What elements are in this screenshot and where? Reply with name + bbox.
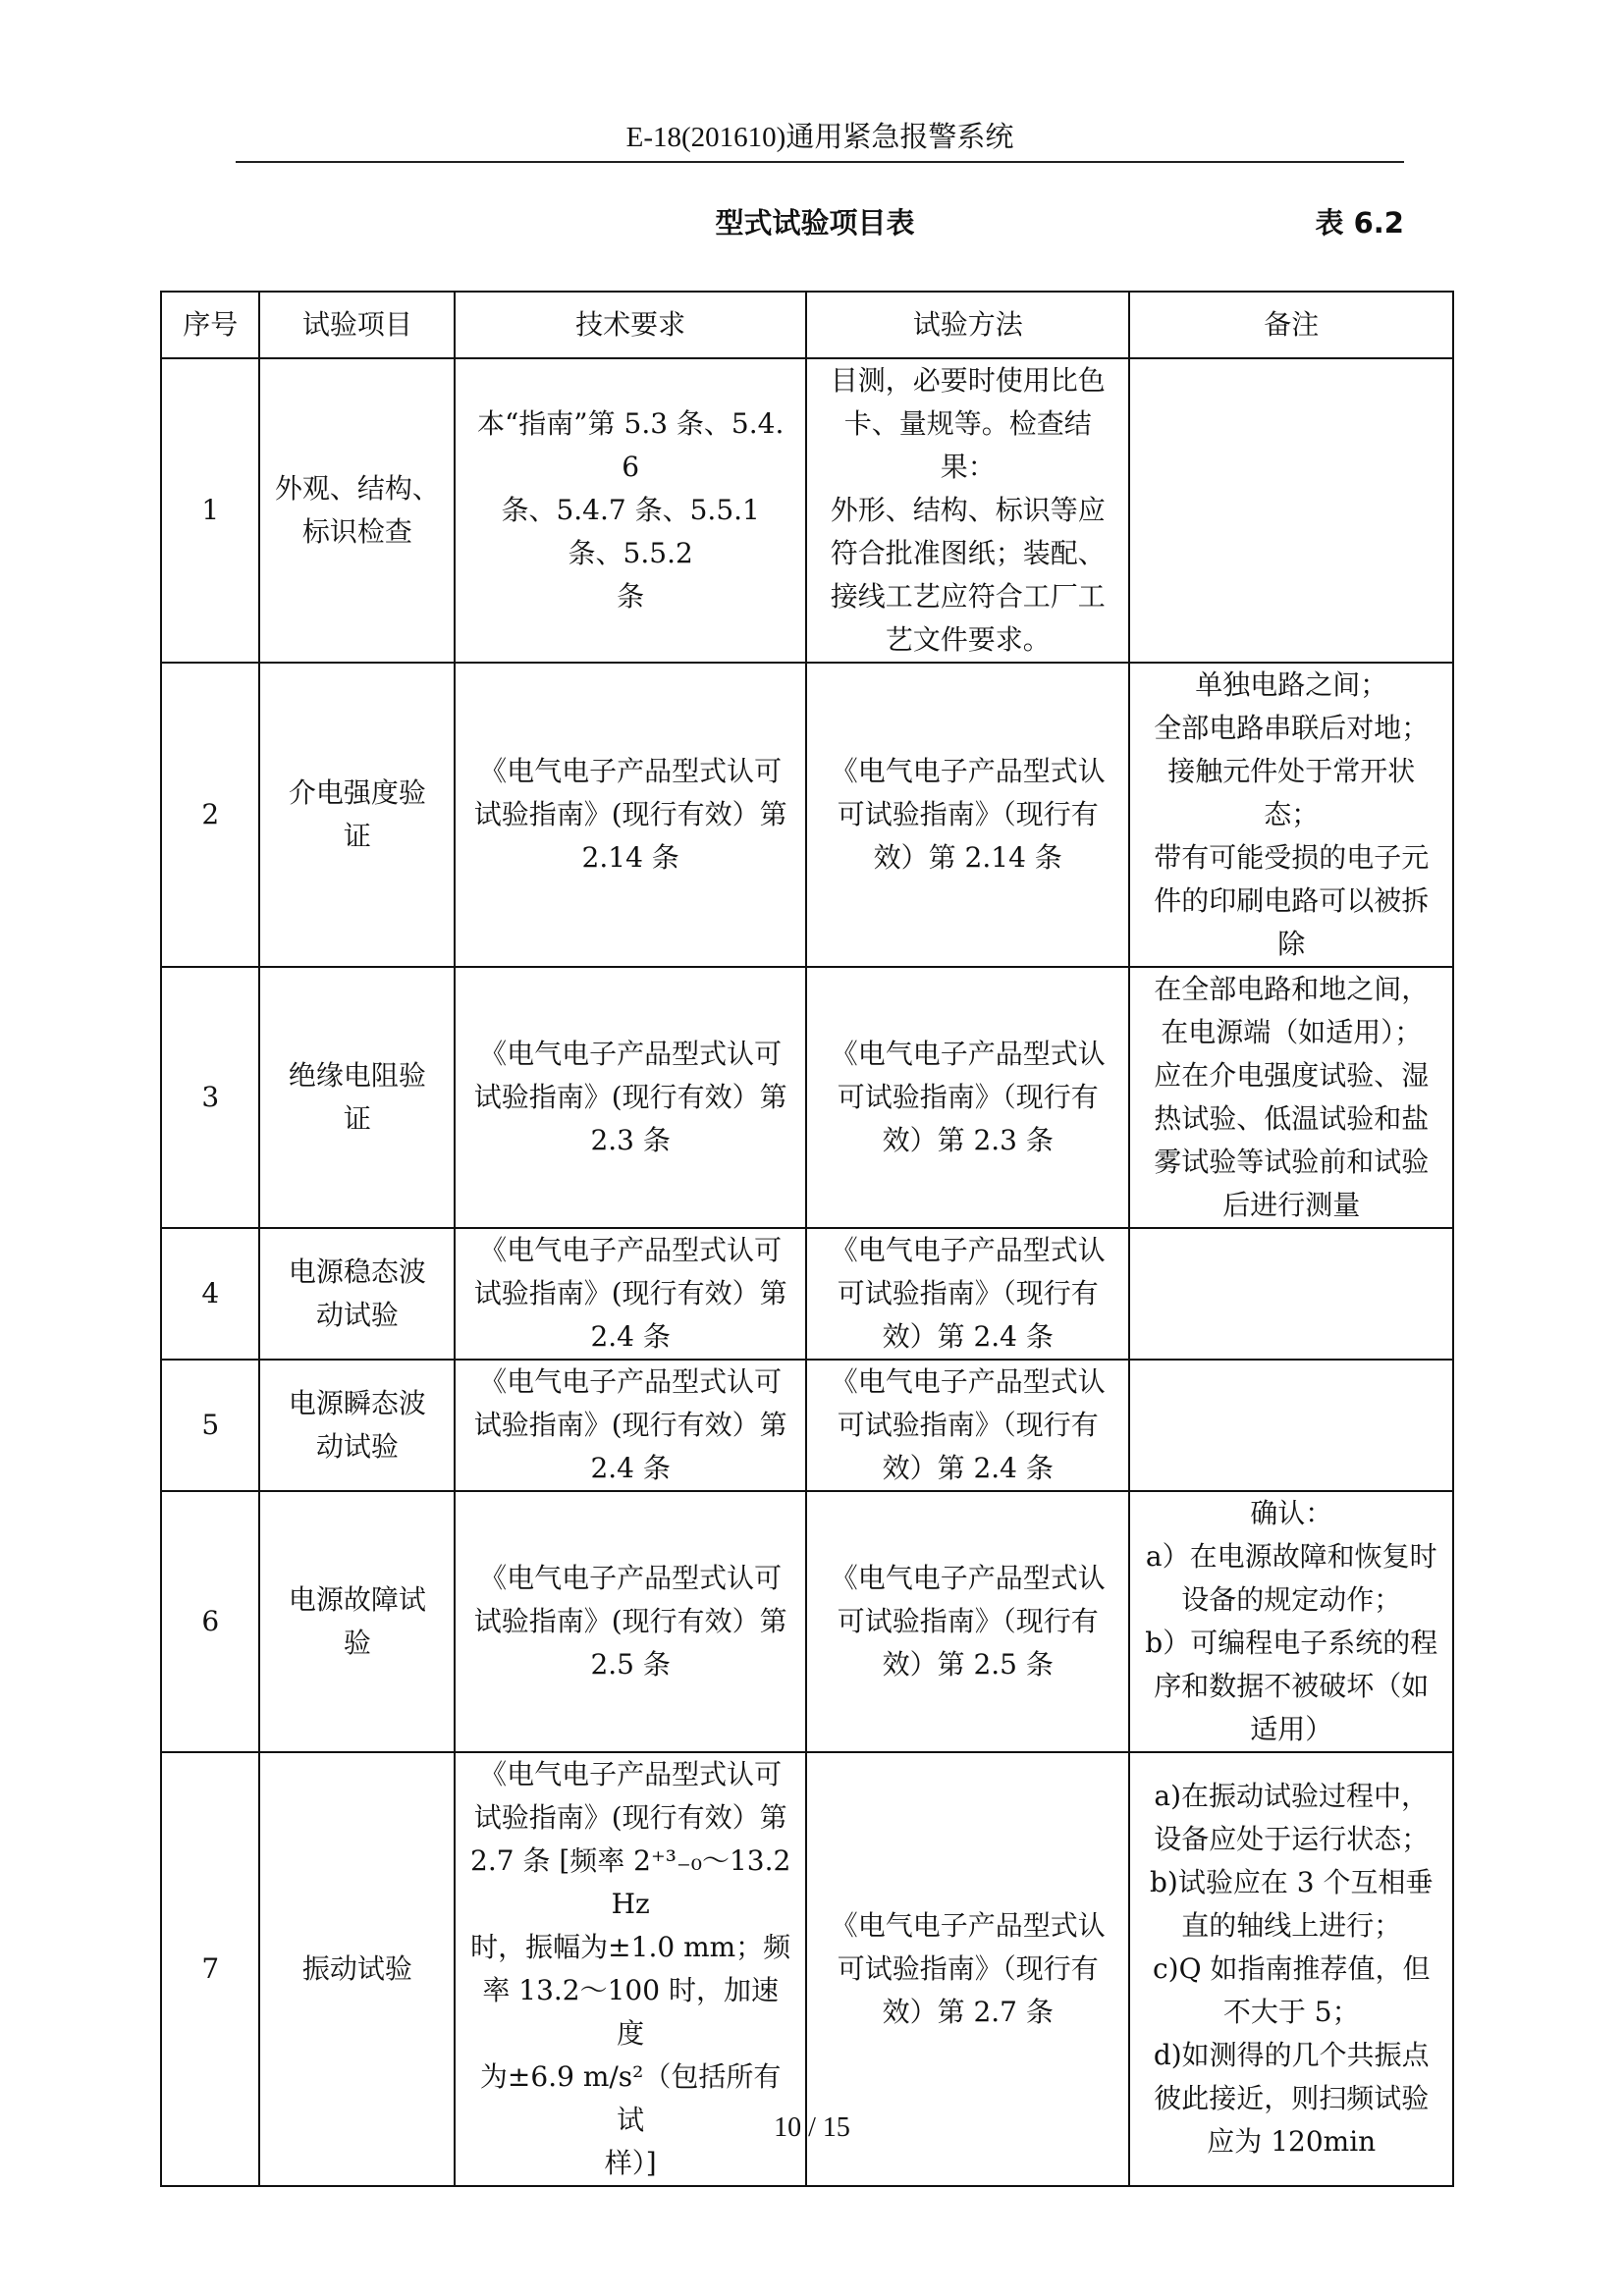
remarks: 单独电路之间； 全部电路串联后对地； 接触元件处于常开状 态； 带有可能受损的电子元 件的印刷电路可以被拆 除	[1129, 663, 1453, 967]
table-number: 表 6.2	[1315, 206, 1404, 240]
technical-requirement: 《电气电子产品型式认可 试验指南》(现行有效）第 2.14 条	[455, 663, 806, 967]
row-number: 4	[161, 1228, 259, 1360]
column-header-method: 试验方法	[806, 292, 1130, 358]
row-number: 3	[161, 967, 259, 1228]
remarks: a)在振动试验过程中， 设备应处于运行状态； b)试验应在 3 个互相垂 直的轴线上进行； c)Q 如指南推荐值，但 不大于 5； d)如测得的几个共振点 彼此接近，则扫频试验 应为 120min	[1129, 1752, 1453, 2186]
technical-requirement: 《电气电子产品型式认可 试验指南》(现行有效）第 2.7 条 [频率 2⁺³₋₀～13.2Hz 时，振幅为±1.0 mm；频 率 13.2～100 时，加速度 为±6.9 m/s²（包括所有试 样）]	[455, 1752, 806, 2186]
test-method: 《电气电子产品型式认 可试验指南》（现行有 效）第 2.3 条	[806, 967, 1130, 1228]
table-title: 型式试验项目表	[715, 206, 915, 240]
test-method: 《电气电子产品型式认 可试验指南》（现行有 效）第 2.4 条	[806, 1228, 1130, 1360]
test-item: 介电强度验 证	[259, 663, 455, 967]
column-header-note: 备注	[1129, 292, 1453, 358]
column-header-requirement: 技术要求	[455, 292, 806, 358]
row-number: 2	[161, 663, 259, 967]
technical-requirement: 《电气电子产品型式认可 试验指南》(现行有效）第 2.5 条	[455, 1491, 806, 1752]
column-header-item: 试验项目	[259, 292, 455, 358]
header-divider	[236, 161, 1404, 163]
test-item: 绝缘电阻验 证	[259, 967, 455, 1228]
remarks	[1129, 358, 1453, 663]
table-row	[161, 967, 1453, 1228]
technical-requirement: 本“指南”第 5.3 条、5.4.6 条、5.4.7 条、5.5.1 条、5.5.2 条	[455, 358, 806, 663]
remarks	[1129, 1228, 1453, 1360]
row-number: 5	[161, 1360, 259, 1491]
test-method: 《电气电子产品型式认 可试验指南》（现行有 效）第 2.4 条	[806, 1360, 1130, 1491]
table-row	[161, 1491, 1453, 1752]
test-method: 目测，必要时使用比色 卡、量规等。检查结果： 外形、结构、标识等应 符合批准图纸；装配、 接线工艺应符合工厂工 艺文件要求。	[806, 358, 1130, 663]
test-method: 《电气电子产品型式认 可试验指南》（现行有 效）第 2.7 条	[806, 1752, 1130, 2186]
table-row	[161, 663, 1453, 967]
table-row	[161, 358, 1453, 663]
page-number: 10 / 15	[774, 2112, 850, 2143]
type-test-table	[160, 291, 1454, 2187]
remarks: 确认： a）在电源故障和恢复时 设备的规定动作； b）可编程电子系统的程 序和数据不被破坏（如 适用）	[1129, 1491, 1453, 1752]
test-item: 电源瞬态波 动试验	[259, 1360, 455, 1491]
remarks	[1129, 1360, 1453, 1491]
test-item: 振动试验	[259, 1752, 455, 2186]
row-number: 1	[161, 358, 259, 663]
technical-requirement: 《电气电子产品型式认可 试验指南》(现行有效）第 2.4 条	[455, 1360, 806, 1491]
test-method: 《电气电子产品型式认 可试验指南》（现行有 效）第 2.5 条	[806, 1491, 1130, 1752]
table-header-row	[161, 292, 1453, 358]
remarks: 在全部电路和地之间， 在电源端（如适用）； 应在介电强度试验、湿 热试验、低温试验和盐 雾试验等试验前和试验 后进行测量	[1129, 967, 1453, 1228]
column-header-no: 序号	[161, 292, 259, 358]
document-header: E-18(201610)通用紧急报警系统	[625, 122, 1014, 153]
technical-requirement: 《电气电子产品型式认可 试验指南》(现行有效）第 2.3 条	[455, 967, 806, 1228]
table-row	[161, 1228, 1453, 1360]
row-number: 7	[161, 1752, 259, 2186]
technical-requirement: 《电气电子产品型式认可 试验指南》(现行有效）第 2.4 条	[455, 1228, 806, 1360]
table-row	[161, 1360, 1453, 1491]
test-item: 电源故障试 验	[259, 1491, 455, 1752]
test-item: 电源稳态波 动试验	[259, 1228, 455, 1360]
test-item: 外观、结构、 标识检查	[259, 358, 455, 663]
row-number: 6	[161, 1491, 259, 1752]
test-method: 《电气电子产品型式认 可试验指南》（现行有 效）第 2.14 条	[806, 663, 1130, 967]
